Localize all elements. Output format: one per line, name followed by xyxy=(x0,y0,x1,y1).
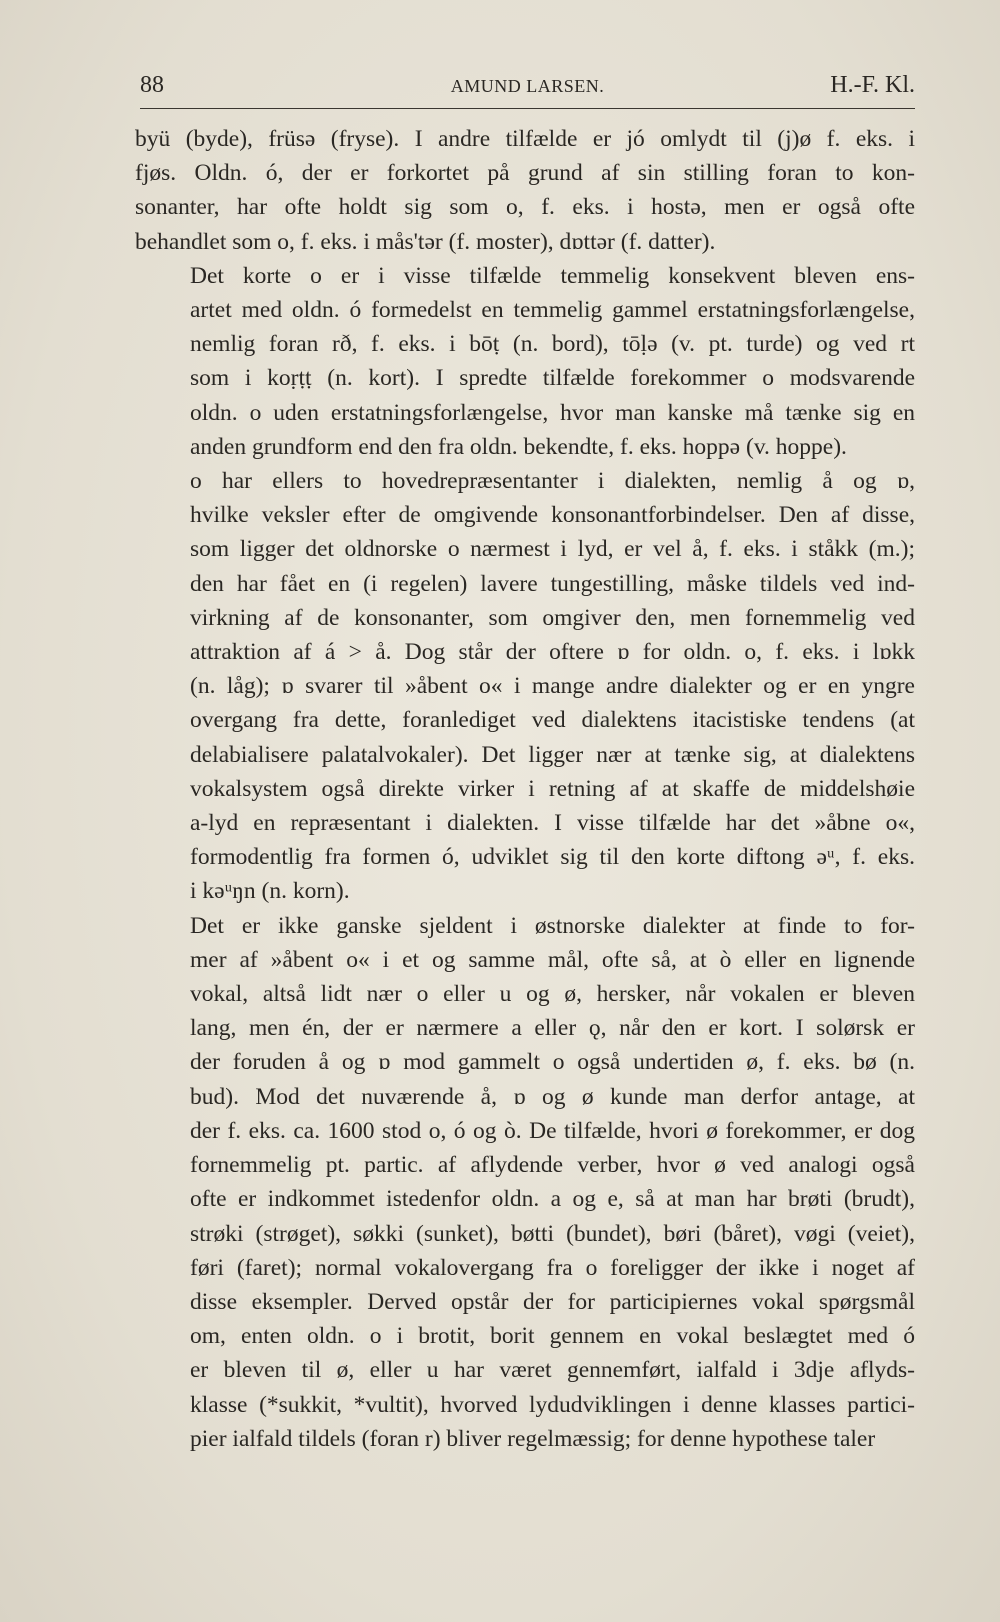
text-line: ofte er indkommet istedenfor oldn. a og e, så at man har brøti (brudt), xyxy=(190,1186,915,1213)
paragraph xyxy=(135,259,915,464)
text-line: byü (byde), früsə (fryse). I andre tilfælde er jó omlydt til (j)ø f. eks. i xyxy=(135,126,915,152)
text-line: Det er ikke ganske sjeldent i østnorske dialekter at finde to for- xyxy=(190,912,915,939)
text-line: bud). Mod det nuværende å, ɒ og ø kunde man derfor antage, at xyxy=(190,1083,915,1110)
text-line: Det korte o er i visse tilfælde temmelig konsekvent bleven ens- xyxy=(190,262,915,289)
text-line: nemlig foran rð, f. eks. i bōṭ (n. bord), tōḷə (v. pt. turde) og ved rt xyxy=(190,331,915,358)
text-line: strøki (strøget), søkki (sunket), bøtti (bundet), børi (båret), vøgi (veiet), xyxy=(190,1220,915,1247)
text-line: anden grundform end den fra oldn. bekendte, f. eks. hoppə (v. hoppe). xyxy=(190,433,847,460)
section-label: H.-F. Kl. xyxy=(830,72,915,98)
text-line: vokalsystem også direkte virker i retning af at skaffe de middelshøie xyxy=(190,775,915,802)
text-line: der f. eks. ca. 1600 stod o, ó og ò. De tilfælde, hvori ø forekommer, er dog xyxy=(190,1117,915,1144)
text-line: pier ialfald tildels (foran r) bliver regelmæssig; for denne hypothese taler xyxy=(190,1425,876,1452)
paragraph xyxy=(135,909,915,1456)
text-line: virkning af de konsonanter, som omgiver den, men fornemmelig ved xyxy=(190,604,915,631)
text-line: klasse (*sukkit, *vultit), hvorved lydudviklingen i denne klasses partici- xyxy=(190,1391,915,1418)
text-line: formodentlig fra formen ó, udviklet sig til den korte diftong əᵘ, f. eks. xyxy=(190,844,915,871)
text-line: a-lyd en repræsentant i dialekten. I visse tilfælde har det »åbne o«, xyxy=(190,810,915,837)
text-line: behandlet som o, f. eks. i mås'tər (f. moster), dɒttər (f. datter). xyxy=(135,228,716,255)
paragraph xyxy=(135,122,915,259)
text-line: disse eksempler. Derved opstår der for participiernes vokal spørgsmål xyxy=(190,1288,915,1315)
page-number: 88 xyxy=(140,72,164,98)
header-rule xyxy=(140,108,915,109)
page-header xyxy=(140,72,915,102)
text-line: sonanter, har ofte holdt sig som o, f. eks. i hostə, men er også ofte xyxy=(135,194,915,221)
text-line: fjøs. Oldn. ó, der er forkortet på grund af sin stilling foran to kon- xyxy=(135,160,915,187)
text-line: i kəᵘŋn (n. korn). xyxy=(190,878,350,905)
running-title: AMUND LARSEN. xyxy=(450,76,605,96)
body-text xyxy=(135,122,915,1456)
text-line: om, enten oldn. o i brotit, borit gennem en vokal beslægtet med ó xyxy=(190,1323,915,1350)
text-line: som ligger det oldnorske o nærmest i lyd, er vel å, f. eks. i ståkk (m.); xyxy=(190,536,915,563)
text-line: delabialisere palatalvokaler). Det ligger nær at tænke sig, at dialektens xyxy=(190,741,915,768)
text-line: vokal, altså lidt nær o eller u og ø, hersker, når vokalen er bleven xyxy=(190,981,915,1008)
text-line: fornemmelig pt. partic. af aflydende verber, hvor ø ved analogi også xyxy=(190,1152,915,1179)
text-line: hvilke veksler efter de omgivende konsonantforbindelser. Den af disse, xyxy=(190,502,915,529)
text-line: lang, men én, der er nærmere a eller ǫ, når den er kort. I solørsk er xyxy=(190,1015,915,1042)
text-line: oldn. o uden erstatningsforlængelse, hvor man kanske må tænke sig en xyxy=(190,399,915,426)
text-line: (n. låg); ɒ svarer til »åbent o« i mange andre dialekter og er en yngre xyxy=(190,673,915,700)
text-line: o har ellers to hovedrepræsentanter i dialekten, nemlig å og ɒ, xyxy=(190,468,915,495)
text-line: attraktion af á > å. Dog står der oftere ɒ for oldn. o, f. eks. i lɒkk xyxy=(190,639,915,666)
text-line: overgang fra dette, foranlediget ved dialektens itacistiske tendens (at xyxy=(190,707,915,734)
text-line: som i koṛṭṭ (n. kort). I spredte tilfælde forekommer o modsvarende xyxy=(190,365,915,392)
text-line: artet med oldn. ó formedelst en temmelig gammel erstatningsforlængelse, xyxy=(190,297,915,324)
paragraph xyxy=(135,464,915,909)
text-line: mer af »åbent o« i et og samme mål, ofte så, at ò eller en lignende xyxy=(190,946,915,973)
text-line: føri (faret); normal vokalovergang fra o foreligger der ikke i noget af xyxy=(190,1254,915,1281)
text-line: er bleven til ø, eller u har været gennemført, ialfald i 3dje aflyds- xyxy=(190,1357,915,1384)
text-line: den har fået en (i regelen) lavere tungestilling, måske tildels ved ind- xyxy=(190,570,915,597)
text-line: der foruden å og ɒ mod gammelt o også undertiden ø, f. eks. bø (n. xyxy=(190,1049,915,1076)
